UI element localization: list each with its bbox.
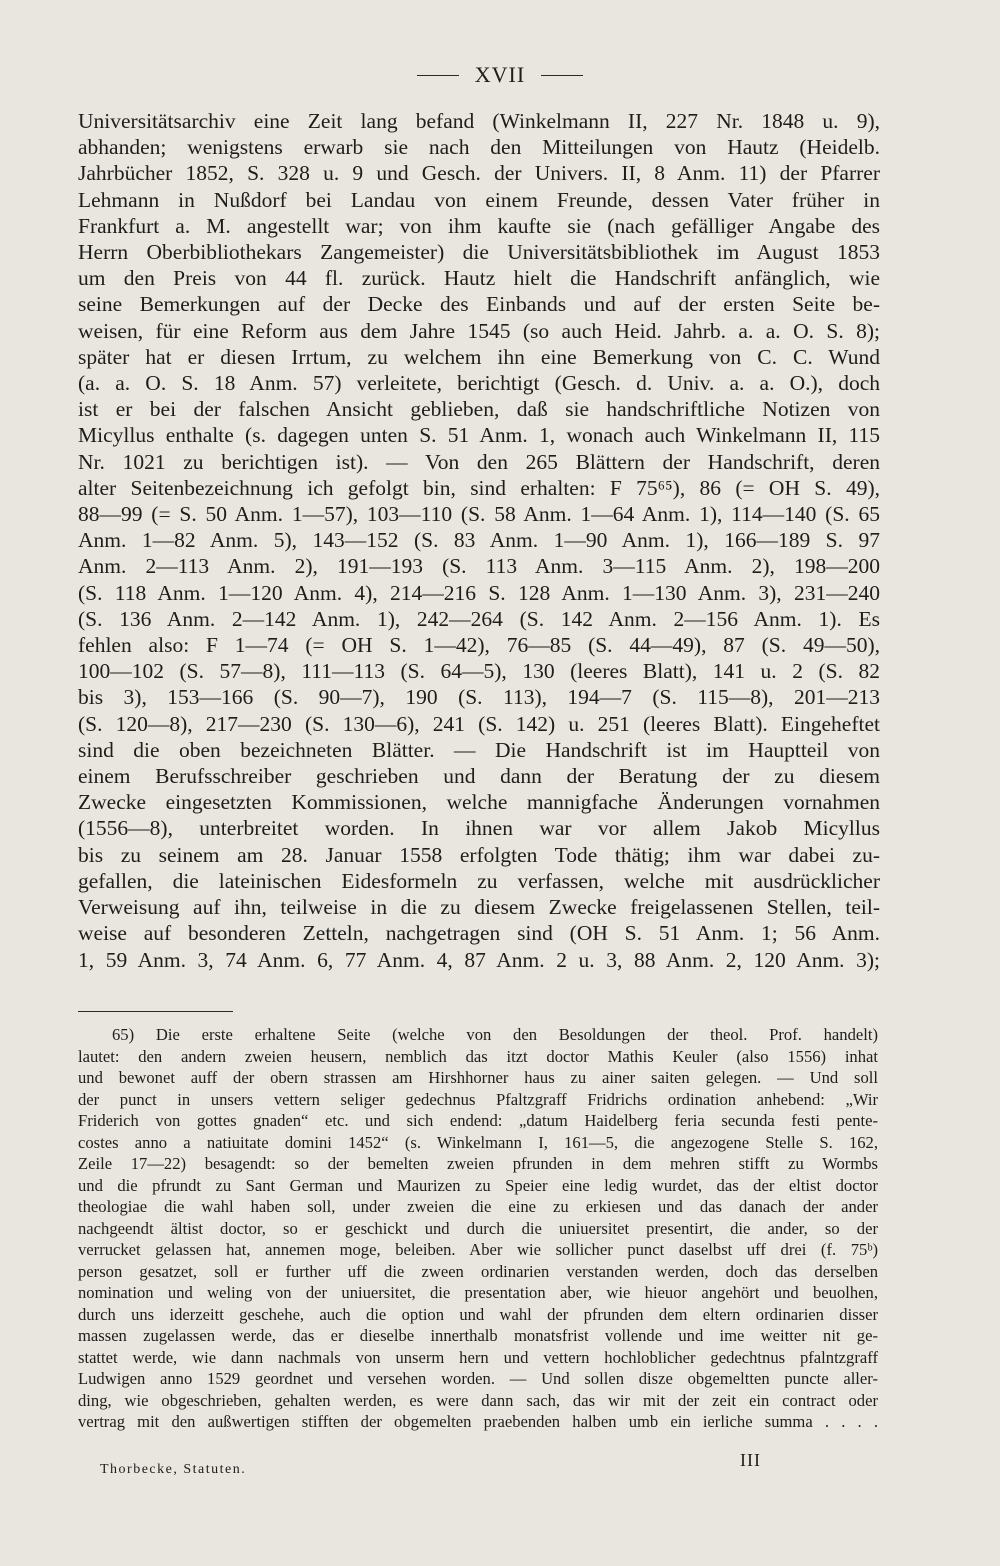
body-line: (S. 118 Anm. 1—120 Anm. 4), 214—216 S. 128 Anm. 1—130 Anm. 3), 231—240 — [78, 580, 880, 605]
footnote-line: person gesatzet, soll er further uff die zween ordinarien verstanden werden, doch das derselben — [78, 1261, 878, 1281]
body-line: um den Preis von 44 fl. zurück. Hautz hielt die Handschrift anfänglich, wie — [78, 266, 880, 291]
body-line: (S. 120—8), 217—230 (S. 130—6), 241 (S. 142) u. 251 (leeres Blatt). Eingeheftet — [78, 711, 880, 736]
footnote-line: theologiae die wahl haben soll, under zweien die eine zu erkiesen und das danach der ander — [78, 1197, 878, 1216]
body-line: gefallen, die lateinischen Eidesformeln zu verfassen, welche mit ausdrücklicher — [78, 868, 880, 893]
footnote-rule — [78, 1011, 233, 1012]
body-line: Universitätsarchiv eine Zeit lang befand (Winkelmann II, 227 Nr. 1848 u. 9), — [78, 109, 880, 133]
body-line: (a. a. O. S. 18 Anm. 57) verleitete, berichtigt (Gesch. d. Univ. a. a. O.), doch — [78, 371, 880, 396]
body-line: Frankfurt a. M. angestellt war; von ihm kaufte sie (nach gefälliger Angabe des — [78, 213, 880, 238]
body-line: sind die oben bezeichneten Blätter. — Die Handschrift ist im Hauptteil von — [78, 737, 880, 762]
body-line: ist er bei der falschen Ansicht geblieben, daß sie handschriftliche Notizen von — [78, 397, 880, 422]
body-line: abhanden; wenigstens erwarb sie nach den Mitteilungen von Hautz (Heidelb. — [78, 135, 880, 160]
footnote-line: nomination und weling von der uniuersitet, die presentation aber, wie hieuor angehört und beuolhen, — [78, 1283, 878, 1302]
body-line: später hat er diesen Irrtum, zu welchem ihn eine Bemerkung von C. C. Wund — [78, 344, 880, 369]
footnote-line: ding, wie obgeschrieben, gehalten werden, es were dann sach, das wir mit der zeit ein contract oder — [78, 1390, 878, 1410]
footnote-line: durch uns iderzeitt geschehe, auch die option und wahl der pfrunden dem eltern ordinarien disser — [78, 1304, 878, 1324]
body-line: einem Berufsschreiber geschrieben und dann der Beratung der zu diesem — [78, 764, 880, 789]
body-line: Jahrbücher 1852, S. 328 u. 9 und Gesch. der Univers. II, 8 Anm. 11) der Pfarrer — [78, 161, 880, 186]
footnote-line: verrucket gelassen hat, annemen moge, beleiben. Aber wie sollicher punct daselbst uff drei (f. 75ᵇ) — [78, 1240, 878, 1259]
running-head — [0, 62, 1000, 88]
body-line: 100—102 (S. 57—8), 111—113 (S. 64—5), 130 (leeres Blatt), 141 u. 2 (S. 82 — [78, 659, 880, 684]
footnote-line: costes anno a natiuitate domini 1452“ (s. Winkelmann I, 161—5, die angezogene Stelle S. 162, — [78, 1132, 878, 1152]
body-line: weise auf besonderen Zetteln, nachgetragen sind (OH S. 51 Anm. 1; 56 Anm. — [78, 921, 880, 946]
body-line: Anm. 2—113 Anm. 2), 191—193 (S. 113 Anm. 3—115 Anm. 2), 198—200 — [78, 554, 880, 579]
body-line: seine Bemerkungen auf der Decke des Einbands und auf der ersten Seite be- — [78, 292, 880, 317]
body-line: Anm. 1—82 Anm. 5), 143—152 (S. 83 Anm. 1—90 Anm. 1), 166—189 S. 97 — [78, 528, 880, 553]
printer-signature: Thorbecke, Statuten. — [100, 1462, 247, 1477]
body-line: Lehmann in Nußdorf bei Landau von einem Freunde, dessen Vater früher in — [78, 187, 880, 212]
body-line: Nr. 1021 zu berichtigen ist). — Von den 265 Blättern der Handschrift, deren — [78, 449, 880, 474]
footnote-line: vertrag mit den außwertigen stifften der obgemelten praebenden halben umb ein ierliche summa . . . . — [78, 1412, 878, 1431]
body-line: Herrn Oberbibliothekars Zangemeister) die Universitätsbibliothek im August 1853 — [78, 240, 880, 265]
body-line: bis zu seinem am 28. Januar 1558 erfolgten Tode thätig; ihm war dabei zu- — [78, 842, 880, 867]
header-rule-right — [541, 75, 583, 76]
body-line: Verweisung auf ihn, teilweise in die zu diesem Zwecke freigelassenen Stellen, teil- — [78, 895, 880, 920]
footnote-65 — [78, 1024, 878, 1433]
body-line: alter Seitenbezeichnung ich gefolgt bin, sind erhalten: F 75⁶⁵), 86 (= OH S. 49), — [78, 475, 880, 500]
body-line: fehlen also: F 1—74 (= OH S. 1—42), 76—85 (S. 44—49), 87 (S. 49—50), — [78, 633, 880, 658]
sheet-mark: III — [740, 1450, 761, 1470]
body-line: bis 3), 153—166 (S. 90—7), 190 (S. 113), 194—7 (S. 115—8), 201—213 — [78, 685, 880, 710]
header-rule-left — [417, 75, 459, 76]
body-text — [78, 108, 880, 973]
footnote-line: Ludwigen anno 1529 geordnet und versehen worden. — Und sollen disze obgemeltten puncte aller- — [78, 1369, 878, 1388]
body-line: 88—99 (= S. 50 Anm. 1—57), 103—110 (S. 58 Anm. 1—64 Anm. 1), 114—140 (S. 65 — [78, 502, 880, 527]
footnote-line: Zeile 17—22) besagendt: so der bemelten zweien pfrunden in dem mehren stifft zu Wormbs — [78, 1154, 878, 1173]
footnote-line: massen zugelassen werde, das er dieselbe innerthalb monatsfrist vollende und ime weitter nit ge- — [78, 1326, 878, 1345]
footnote-line: stattet werde, wie dann nachmals von unserm hern und vettern hochloblicher gedechtnus pfalntzgraff — [78, 1347, 878, 1367]
body-line: weisen, für eine Reform aus dem Jahre 1545 (so auch Heid. Jahrb. a. a. O. S. 8); — [78, 318, 880, 343]
footnote-line: und bewonet auff der obern strassen am Hirshhorner haus zu ainer saiten gelegen. — Und soll — [78, 1068, 878, 1087]
footnote-line: und die pfrundt zu Sant German und Maurizen zu Speier eine ledig wurdet, das der eltist doctor — [78, 1175, 878, 1195]
body-line: (1556—8), unterbreitet worden. In ihnen war vor allem Jakob Micyllus — [78, 816, 880, 841]
footnote-line: lautet: den andern zweien heusern, nemblich das itzt doctor Mathis Keuler (also 1556) inhat — [78, 1046, 878, 1066]
footnote-line: nachgeendt ältist doctor, so er geschickt und durch die uniuersitet presentirt, die ander, so der — [78, 1218, 878, 1238]
footnote-line: der punct in unsers vettern seliger gedechnus Pfaltzgraff Fridrichs ordination anhebend: „Wir — [78, 1089, 878, 1109]
body-line: 1, 59 Anm. 3, 74 Anm. 6, 77 Anm. 4, 87 Anm. 2 u. 3, 88 Anm. 2, 120 Anm. 3); — [78, 947, 880, 972]
footnote-line: 65) Die erste erhaltene Seite (welche von den Besoldungen der theol. Prof. handelt) — [112, 1025, 878, 1044]
footnote-line: Friderich von gottes gnaden“ etc. und sich endend: „datum Haidelberg feria secunda festi pente- — [78, 1111, 878, 1130]
body-line: Zwecke eingesetzten Kommissionen, welche mannigfache Änderungen vornahmen — [78, 790, 880, 815]
body-line: (S. 136 Anm. 2—142 Anm. 1), 242—264 (S. 142 Anm. 2—156 Anm. 1). Es — [78, 606, 880, 631]
body-line: Micyllus enthalte (s. dagegen unten S. 51 Anm. 1, wonach auch Winkelmann II, 115 — [78, 423, 880, 448]
page-number: XVII — [474, 62, 526, 87]
